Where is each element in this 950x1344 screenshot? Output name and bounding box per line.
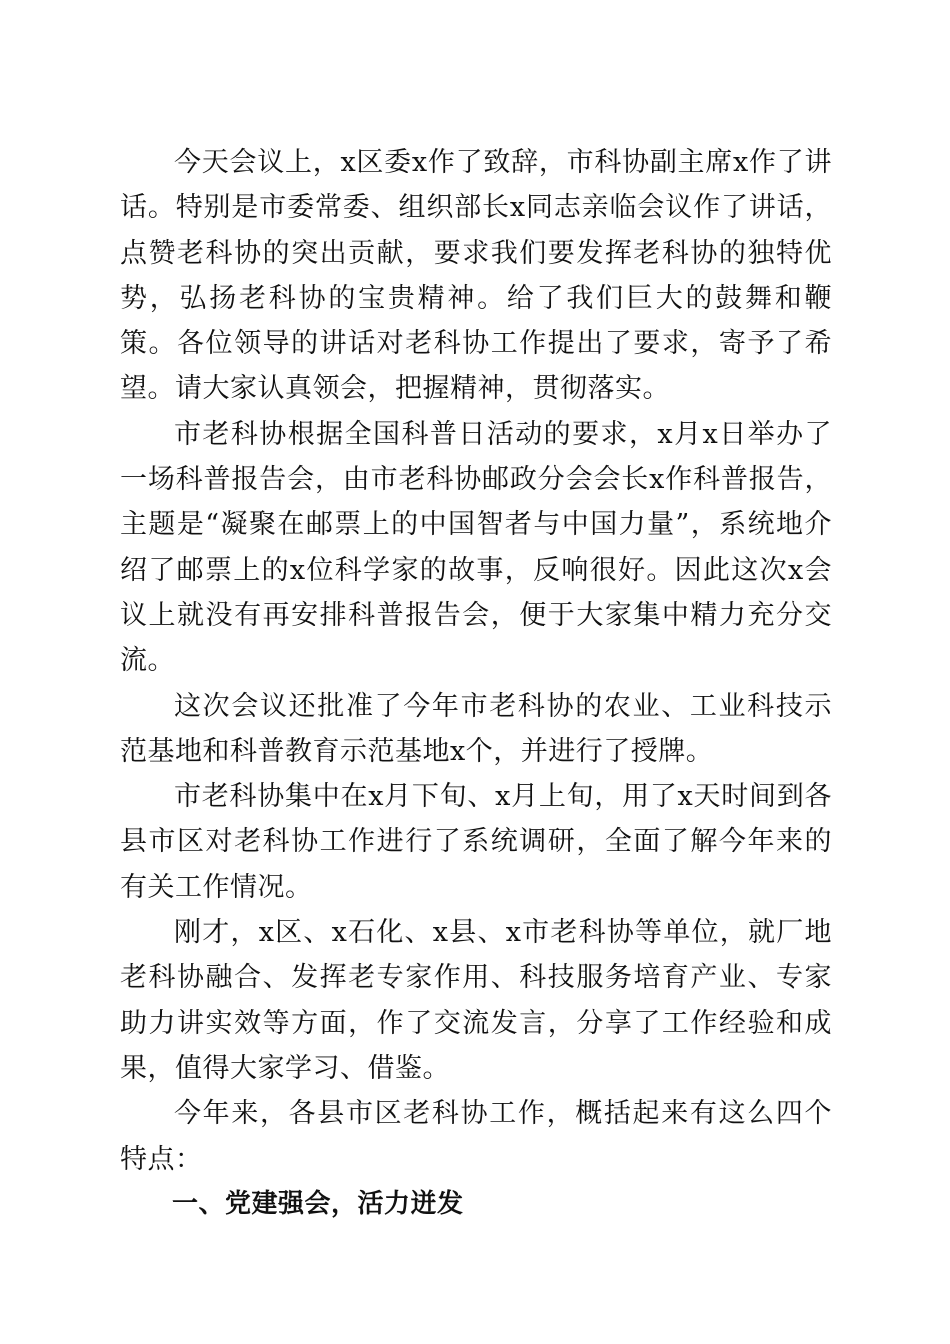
paragraph-survey: 市老科协集中在x月下旬、x月上旬，用了x天时间到各县市区对老科协工作进行了系统调研，全面了解今年来的有关工作情况。 — [120, 781, 832, 903]
document-body — [120, 140, 832, 1227]
section-heading: 一、党建强会，活力迸发 — [172, 1188, 464, 1219]
paragraph-exchange-speeches: 刚才，x区、x石化、x县、x市老科协等单位，就厂地老科协融合、发挥老专家作用、科技服务培育产业、专家助力讲实效等方面，作了交流发言，分享了工作经验和成果，值得大家学习、借鉴。 — [120, 917, 832, 1084]
paragraph-demo-bases: 这次会议还批准了今年市老科协的农业、工业科技示范基地和科普教育示范基地x个，并进行了授牌。 — [120, 690, 832, 767]
paragraph-four-features: 今年来，各县市区老科协工作，概括起来有这么四个特点： — [120, 1098, 832, 1175]
paragraph-science-report: 市老科协根据全国科普日活动的要求，x月x日举办了一场科普报告会，由市老科协邮政分会会长x作科普报告，主题是“凝聚在邮票上的中国智者与中国力量”，系统地介绍了邮票上的x位科学家的故事，反响很好。因此这次x会议上就没有再安排科普报告会，便于大家集中精力充分交流。 — [120, 418, 832, 677]
paragraph-meeting-speeches: 今天会议上，x区委x作了致辞，市科协副主席x作了讲话。特别是市委常委、组织部长x同志亲临会议作了讲话，点赞老科协的突出贡献，要求我们要发挥老科协的独特优势，弘扬老科协的宝贵精神。给了我们巨大的鼓舞和鞭策。各位领导的讲话对老科协工作提出了要求，寄予了希望。请大家认真领会，把握精神，贯彻落实。 — [120, 147, 832, 405]
